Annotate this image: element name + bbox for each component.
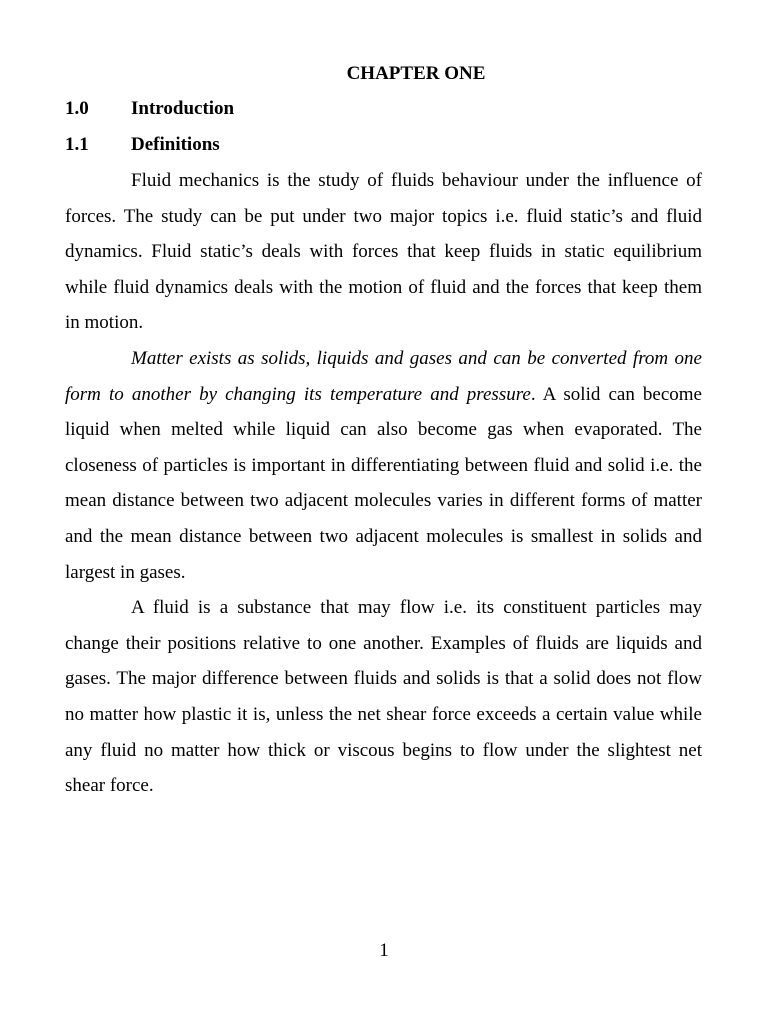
paragraph-text: . A solid can become liquid when melted while liquid can also become gas when evaporated. The closeness of particles is important in differentiating between fluid and solid i.e. the mean distance between two adjacent molecules varies in different forms of matter and the mean distance between two adjacent molecules is smallest in solids and largest in gases.	[65, 383, 702, 583]
paragraph-text: A fluid is a substance that may flow i.e. its constituent particles may change their positions relative to one another. Examples of fluids are liquids and gases. The major difference between fluids and solids is that a solid does not flow no matter how plastic it is, unless the net shear force exceeds a certain value while any fluid no matter how thick or viscous begins to flow under the slightest net shear force.	[65, 597, 702, 797]
paragraph-fluid-mechanics	[65, 163, 702, 341]
section-heading-introduction	[65, 96, 234, 122]
section-heading-definitions	[65, 132, 220, 158]
paragraph-states-of-matter	[65, 341, 702, 590]
section-number: 1.0	[65, 98, 89, 119]
page-number: 1	[379, 940, 389, 961]
section-number: 1.1	[65, 134, 89, 155]
section-title: Definitions	[131, 134, 220, 155]
chapter-title: CHAPTER ONE	[346, 63, 486, 84]
body-text	[65, 163, 702, 804]
italic-statement: Matter exists as solids, liquids and gases and can be converted from one form to another by changing its temperature and pressure	[65, 347, 702, 405]
section-title: Introduction	[131, 98, 235, 119]
paragraph-fluid-definition	[65, 590, 702, 804]
paragraph-text: Fluid mechanics is the study of fluids behaviour under the influence of forces. The study can be put under two major topics i.e. fluid static’s and fluid dynamics. Fluid static’s deals with forces that keep fluids in static equilibrium while fluid dynamics deals with the motion of fluid and the forces that keep them in motion.	[65, 170, 702, 334]
